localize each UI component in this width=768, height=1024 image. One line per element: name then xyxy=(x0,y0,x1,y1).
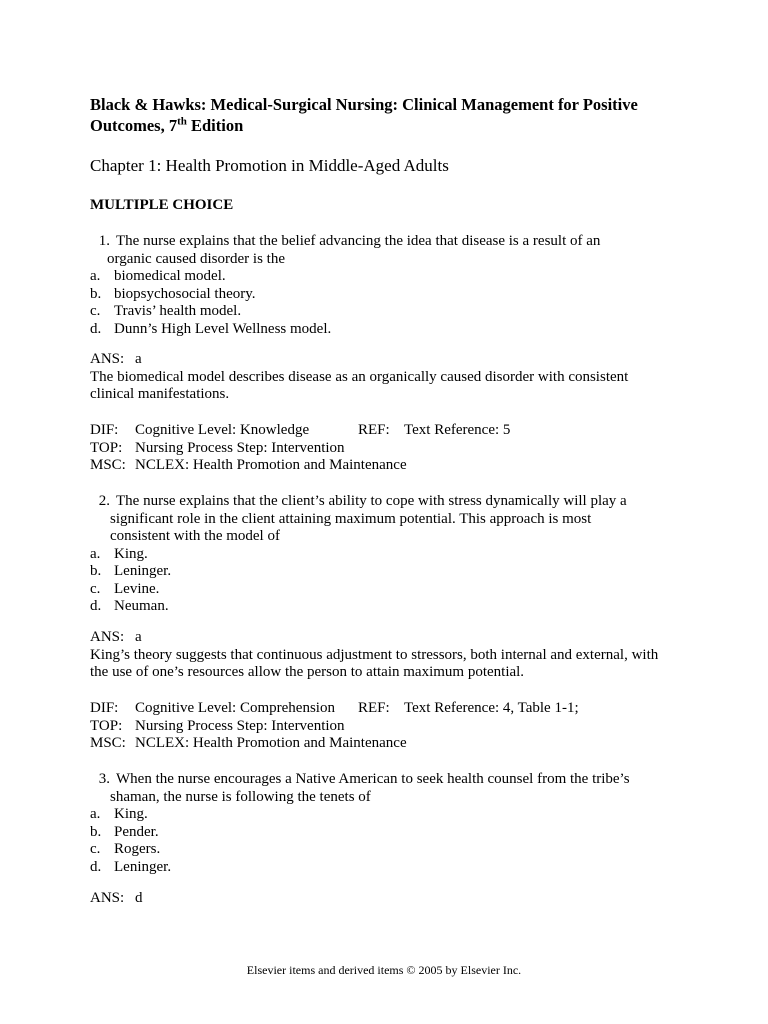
answer-option xyxy=(90,841,690,859)
copyright-footer: Elsevier items and derived items © 2005 by Elsevier Inc. xyxy=(246,963,522,977)
dif-label: DIF: xyxy=(90,422,119,438)
question-stem-line: When the nurse encourages a Native American to seek health counsel from the tribe’s xyxy=(116,771,630,787)
question-stem-line: significant role in the client attaining maximum potential. This approach is most xyxy=(110,510,592,527)
option-text: biomedical model. xyxy=(114,268,226,284)
answer-option xyxy=(90,268,690,286)
dif-value: Cognitive Level: Comprehension xyxy=(135,700,335,716)
question-2-answer xyxy=(90,629,690,682)
msc-value: NCLEX: Health Promotion and Maintenance xyxy=(135,457,407,473)
option-letter: a. xyxy=(90,545,101,562)
option-text: Rogers. xyxy=(114,841,161,857)
ans-label: ANS: xyxy=(90,629,125,645)
option-letter: c. xyxy=(90,841,101,857)
question-2-stem xyxy=(90,493,690,511)
option-text: Dunn’s High Level Wellness model. xyxy=(114,320,332,337)
answer-option xyxy=(90,824,690,842)
top-label: TOP: xyxy=(90,717,123,734)
option-letter: b. xyxy=(90,285,102,302)
answer-option xyxy=(90,546,690,564)
ans-label: ANS: xyxy=(90,890,125,906)
question-stem-line: organic caused disorder is the xyxy=(107,250,286,267)
title-line-2 xyxy=(90,115,690,136)
title-line-2-edition: Edition xyxy=(186,116,244,135)
question-stem-line: shaman, the nurse is following the tenets of xyxy=(110,788,371,805)
msc-value: NCLEX: Health Promotion and Maintenance xyxy=(135,735,407,751)
dif-row xyxy=(90,700,690,718)
top-label: TOP: xyxy=(90,439,123,456)
answer-option xyxy=(90,859,690,877)
option-letter: a. xyxy=(90,268,101,284)
chapter-heading: Chapter 1: Health Promotion in Middle-Aged Adults xyxy=(90,156,449,175)
title-line-1: Black & Hawks: Medical-Surgical Nursing: Clinical Management for Positive xyxy=(90,95,638,114)
ref-value: Text Reference: 5 xyxy=(404,422,511,438)
answer-line xyxy=(90,890,690,908)
answer-option xyxy=(90,303,690,321)
question-stem-line: The nurse explains that the belief advancing the idea that disease is a result of an xyxy=(116,233,601,249)
option-letter: b. xyxy=(90,823,102,840)
title-superscript: th xyxy=(177,115,187,128)
msc-row xyxy=(90,457,690,475)
answer-option xyxy=(90,581,690,599)
option-letter: c. xyxy=(90,303,101,319)
ref-label: REF: xyxy=(358,700,390,716)
option-letter: c. xyxy=(90,580,101,597)
answer-option xyxy=(90,806,690,824)
option-text: King. xyxy=(114,806,148,822)
ref-label: REF: xyxy=(358,422,390,438)
ans-value: a xyxy=(135,629,142,645)
rationale-line: clinical manifestations. xyxy=(90,386,230,402)
dif-row xyxy=(90,422,690,440)
rationale-line: The biomedical model describes disease as an organically caused disorder with consistent xyxy=(90,368,629,385)
option-text: King. xyxy=(114,545,148,562)
question-1-metadata xyxy=(90,422,690,475)
question-number: 1. xyxy=(98,233,110,249)
question-stem-line: consistent with the model of xyxy=(110,528,280,544)
answer-option xyxy=(90,321,690,339)
msc-row xyxy=(90,735,690,753)
dif-label: DIF: xyxy=(90,700,119,716)
title-line-2-text: Outcomes, 7 xyxy=(90,116,178,135)
option-text: Leninger. xyxy=(114,858,172,875)
ans-label: ANS: xyxy=(90,351,125,367)
option-text: Travis’ health model. xyxy=(114,303,242,319)
question-3-answer xyxy=(90,890,690,908)
question-3-stem xyxy=(90,771,690,789)
rationale-line: King’s theory suggests that continuous adjustment to stressors, both internal and external, with xyxy=(90,646,659,663)
question-1-stem xyxy=(90,233,690,251)
question-stem-line: The nurse explains that the client’s ability to cope with stress dynamically will play a xyxy=(116,493,627,509)
answer-line xyxy=(90,629,690,647)
option-letter: a. xyxy=(90,806,101,822)
top-value: Nursing Process Step: Intervention xyxy=(135,439,345,456)
answer-line xyxy=(90,351,690,369)
document-title xyxy=(90,94,690,136)
option-text: Neuman. xyxy=(114,598,169,614)
answer-option xyxy=(90,598,690,616)
ans-value: d xyxy=(135,890,143,906)
question-number: 3. xyxy=(98,771,110,787)
top-value: Nursing Process Step: Intervention xyxy=(135,717,345,734)
option-letter: d. xyxy=(90,858,102,875)
option-letter: d. xyxy=(90,320,102,337)
option-text: Leninger. xyxy=(114,563,172,579)
option-letter: b. xyxy=(90,563,102,579)
rationale-line: the use of one’s resources allow the person to attain maximum potential. xyxy=(90,664,525,680)
answer-option xyxy=(90,563,690,581)
option-letter: d. xyxy=(90,598,102,614)
question-2-metadata xyxy=(90,700,690,753)
top-row xyxy=(90,440,690,458)
question-1-answer xyxy=(90,351,690,404)
option-text: biopsychosocial theory. xyxy=(114,285,256,302)
ans-value: a xyxy=(135,351,142,367)
question-3 xyxy=(90,771,690,876)
question-1 xyxy=(90,233,690,338)
section-heading: MULTIPLE CHOICE xyxy=(90,197,234,213)
top-row xyxy=(90,718,690,736)
answer-option xyxy=(90,286,690,304)
question-number: 2. xyxy=(98,493,110,509)
option-text: Levine. xyxy=(114,580,160,597)
msc-label: MSC: xyxy=(90,735,126,751)
msc-label: MSC: xyxy=(90,457,126,473)
dif-value: Cognitive Level: Knowledge xyxy=(135,422,310,438)
question-2 xyxy=(90,493,690,616)
ref-value: Text Reference: 4, Table 1-1; xyxy=(404,700,579,716)
option-text: Pender. xyxy=(114,823,159,840)
